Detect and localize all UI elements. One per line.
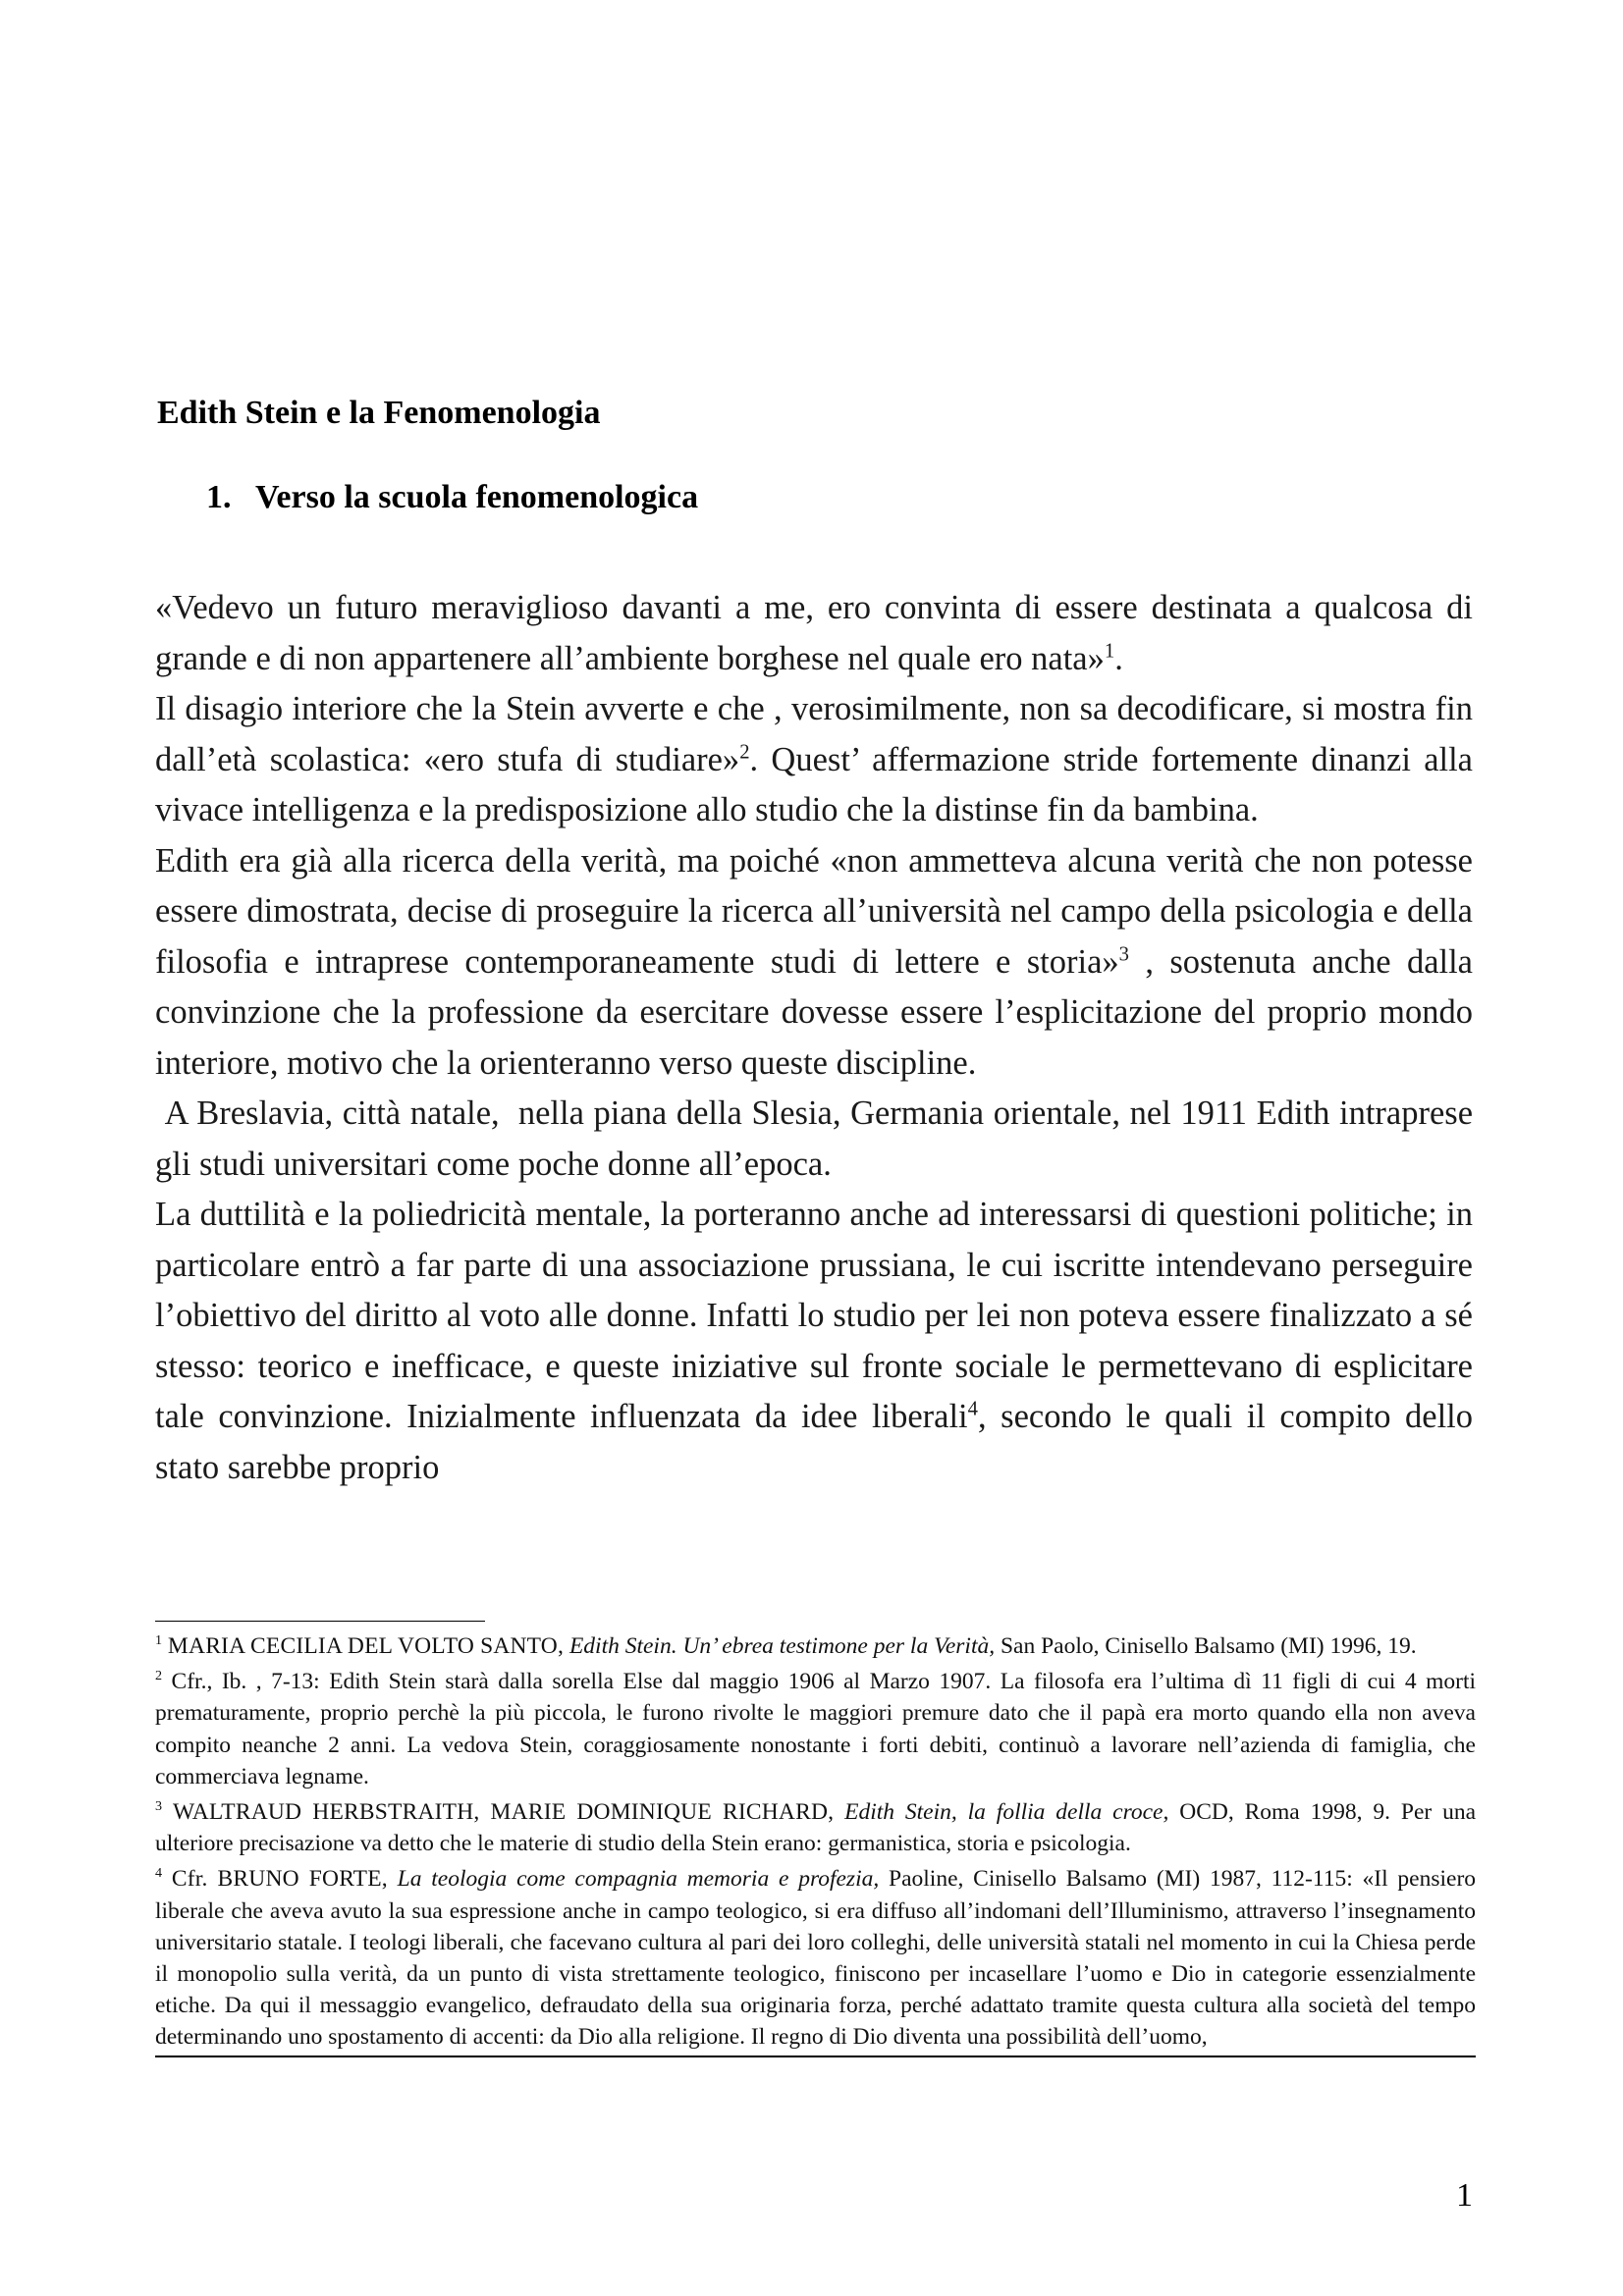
- paragraph-tail: , secondo le quali il compito dello stato sarebbe proprio: [155, 1398, 1474, 1486]
- footnote-author: MARIA CECILIA DEL VOLTO SANTO,: [167, 1633, 565, 1659]
- footnote-text: Paoline, Cinisello Balsamo (MI) 1987, 112-115: «Il pensiero liberale che aveva avuto la sua espressione anche in campo teologico, si era diffuso all’indomani dell’Illuminismo, attraverso l’insegnamento universitario statale. I teologi liberali, che facevano cultura al pari dei loro colleghi, delle università statali nel momento in cui la Chiesa perde il monopolio sulla verità, da un punto di vista strettamente teologico, finiscono per incasellare l’uomo e Dio in categorie essenzialmente etiche. Da qui il messaggio evangelico, defraudato della sua originaria forza, perché adattato tramite questa cultura alla società del tempo determinando uno spostamento di accenti: da Dio alla religione. Il regno di Dio diventa una possibilità dell’uomo,: [155, 1866, 1477, 2051]
- footnote-text: San Paolo, Cinisello Balsamo (MI) 1996, 19.: [995, 1633, 1417, 1659]
- footnote-text: OCD, Roma 1998, 9. Per una ulteriore precisazione va detto che le materie di studio della Stein erano: germanistica, storia e psicologia.: [155, 1799, 1477, 1857]
- footnote: [155, 1796, 1476, 1859]
- footnote-mark: 4: [155, 1865, 163, 1882]
- footnote-ref: 1: [1104, 640, 1115, 662]
- footnote-work-title: Edith Stein. Un’ ebrea testimone per la Verità,: [568, 1633, 996, 1659]
- footnote-mark: 3: [155, 1798, 163, 1815]
- paragraph-text: La duttilità e la poliedricità mentale, la porteranno anche ad interessarsi di questioni politiche; in particolare entrò a far parte di una associazione prussiana, le cui iscritte intendevano perseguire l’obiettivo del diritto al voto alle donne. Infatti lo studio per lei non poteva essere finalizzato a sé stesso: teorico e inefficace, e queste iniziative sul fronte sociale le permettevano di esplicitare tale convinzione. Inizialmente influenzata da idee liberali: [155, 1196, 1473, 1435]
- paragraph: [155, 1190, 1473, 1493]
- section-title: Verso la scuola fenomenologica: [255, 479, 699, 515]
- page-number: 1: [1456, 2177, 1473, 2214]
- footnote: [155, 1666, 1476, 1792]
- footnote-work-title: La teologia come compagnia memoria e profezia,: [397, 1866, 880, 1893]
- document-title: Edith Stein e la Fenomenologia: [157, 395, 601, 431]
- footnote-mark: 1: [155, 1632, 163, 1649]
- footnote: [155, 1630, 1476, 1662]
- footnotes: [155, 1630, 1476, 2061]
- footnote-ref: 3: [1118, 943, 1129, 965]
- paragraph: [155, 583, 1473, 684]
- section-heading: [206, 479, 698, 516]
- footnote-author: WALTRAUD HERBSTRAITH, MARIE DOMINIQUE RICHARD,: [172, 1799, 835, 1826]
- paragraph: [155, 1089, 1482, 1190]
- section-number: 1.: [206, 479, 232, 515]
- paragraph: [155, 836, 1473, 1090]
- body-text: [155, 583, 1482, 1493]
- footnote: [155, 1863, 1476, 2056]
- footnote-author: Cfr. BRUNO FORTE,: [171, 1866, 388, 1893]
- paragraph-tail: , sostenuta anche dalla convinzione che la professione da esercitare dovesse essere l’esplicitazione del proprio mondo interiore, motivo che la orienteranno verso queste discipline.: [155, 942, 1473, 1082]
- paragraph: [155, 684, 1473, 836]
- paragraph-tail: . Quest’ affermazione stride fortemente dinanzi alla vivace intelligenza e la predisposizione allo studio che la distinse fin da bambina.: [155, 740, 1473, 828]
- footnote-separator: [155, 1621, 485, 1622]
- footnote-ref: 4: [967, 1398, 978, 1420]
- paragraph-text: A Breslavia, città natale, nella piana della Slesia, Germania orientale, nel 1911 Edith intraprese gli studi universitari come poche donne all’epoca.: [155, 1095, 1482, 1183]
- footnote-ref: 2: [739, 741, 750, 763]
- paragraph-tail: .: [1114, 639, 1123, 677]
- footnote-mark: 2: [155, 1668, 163, 1684]
- footnote-text: Cfr., Ib. , 7-13: Edith Stein starà dalla sorella Else dal maggio 1906 al Marzo 1907. La filosofa era l’ultima dì 11 figli di cui 4 morti prematuramente, proprio perchè la più piccola, le furono rivolte le maggiori premure dato che il papà era morto quando ella non aveva compito neanche 2 anni. La vedova Stein, coraggiosamente nonostante i forti debiti, continuò a lavorare nell’azienda di famiglia, che commerciava legname.: [155, 1669, 1477, 1789]
- paragraph-text: Il disagio interiore che la Stein avverte e che , verosimilmente, non sa decodificare, si mostra fin dall’età scolastica: «ero stufa di studiare»: [155, 690, 1473, 778]
- paragraph-text: Edith era già alla ricerca della verità, ma poiché «non ammetteva alcuna verità che non potesse essere dimostrata, decise di proseguire la ricerca all’università nel campo della psicologia e della filosofia e intraprese contemporaneamente studi di lettere e storia»: [155, 841, 1473, 981]
- footnote-work-title: Edith Stein, la follia della croce,: [844, 1799, 1169, 1826]
- paragraph-text: «Vedevo un futuro meraviglioso davanti a me, ero convinta di essere destinata a qualcosa di grande e di non appartenere all’ambiente borghese nel quale ero nata»: [155, 589, 1473, 677]
